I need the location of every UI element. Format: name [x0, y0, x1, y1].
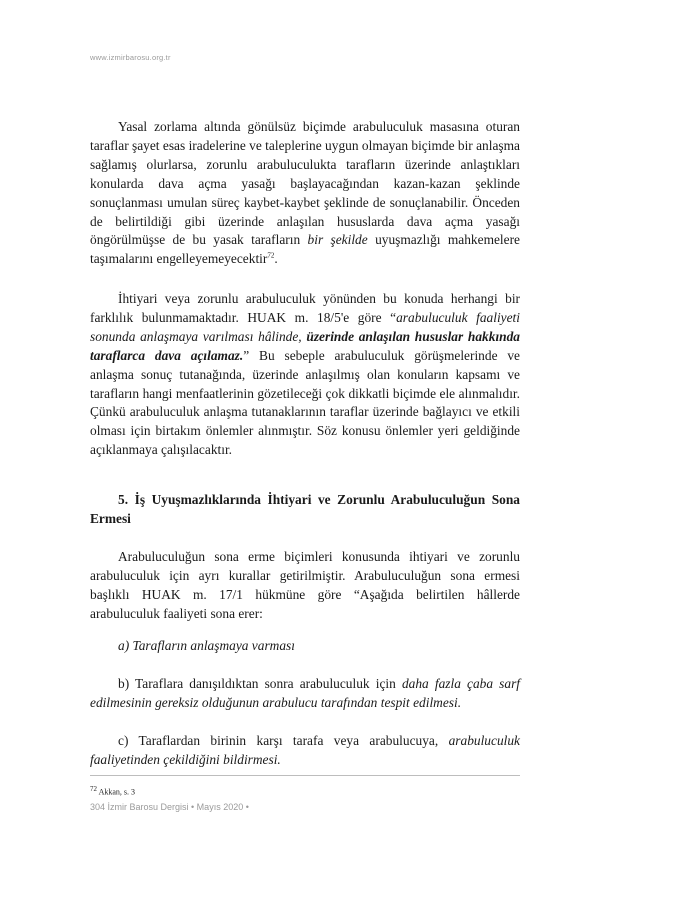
body-text-2: [90, 290, 520, 460]
paragraph-2: [90, 290, 520, 460]
list-item-c-plain: c) Taraflardan birinin karşı tarafa veya arabulucuya,: [118, 733, 449, 748]
running-header: [90, 53, 520, 67]
section-heading: 5. İş Uyuşmazlıklarında İhtiyari ve Zorunlu Arabuluculuğun Sona Ermesi: [90, 492, 520, 526]
list-item-a: [90, 637, 520, 656]
footnote-rule: [90, 775, 520, 776]
paragraph-1-italic: bir şekilde: [307, 232, 368, 248]
paragraph-1: [90, 118, 520, 269]
footnote-text: Akkan, s. 3: [98, 787, 136, 797]
paragraph-2-a: İhtiyari veya zorunlu arabuluculuk yönünden bu konuda herhangi bir farklılık bulunmamaktadır. HUAK m. 18/5'e göre “: [90, 291, 520, 325]
footnote-number: 72: [90, 785, 97, 793]
paragraph-1-tail: uyuşmazlığı mahkemelere taşımalarını engelleyemeyecektir: [90, 232, 521, 267]
body-text: [90, 118, 520, 269]
paragraph-3: Arabuluculuğun sona erme biçimleri konusunda ihtiyari ve zorunlu arabuluculuk için ayrı kurallar getirilmiştir. Arabuluculuğun sona ermesi başlıklı HUAK m. 17/1 hükmüne göre “Aşağıda belirtilen hâllerde arabuluculuk faaliyeti sona erer:: [90, 549, 520, 621]
list-item-a-block: [90, 637, 520, 656]
paragraph-1-end: .: [274, 251, 278, 267]
paragraph-2-italic: arabuluculuk faaliyeti sonunda anlaşmaya varılması hâlinde,: [90, 309, 520, 344]
paragraph-2-d: ” Bu sebeple arabuluculuk görüşmelerinde ve anlaşma sonuç tutanağında, üzerinde anlaşılmış olan konuların kapsamı ve tarafların hangi menfaatlerinin gözetileceği çok dikkatli biçimde ele alınmalıdır. Çünkü arabuluculuk anlaşma tutanaklarının taraflar üzerinde bağlayıcı ve etkili olması için birtakım önlemler alınmıştır. Söz konusu önlemler yeri geldiğinde açıklanmaya çalışılacaktır.: [90, 347, 521, 458]
paragraph-2-bold-italic: üzerinde anlaşılan hususlar hakkında taraflarca dava açılamaz.: [90, 328, 520, 363]
header-url: www.izmirbarosu.org.tr: [90, 53, 174, 62]
body-text-3: [90, 548, 520, 624]
running-footer: [90, 802, 520, 816]
list-item-b-italic: daha fazla çaba sarf edilmesinin gereksiz olduğunun arabulucu tarafından tespit edilmesi.: [90, 676, 520, 710]
footer-text: 304 İzmir Barosu Dergisi • Mayıs 2020 •: [90, 802, 252, 812]
list-item-a-text: a) Tarafların anlaşmaya varması: [118, 638, 295, 653]
list-item-b: [90, 675, 520, 713]
section-heading-block: [90, 491, 520, 529]
list-item-c-italic: arabuluculuk faaliyetinden çekildiğini bildirmesi.: [90, 733, 520, 767]
list-item-c-block: [90, 732, 520, 770]
list-item-b-block: [90, 675, 520, 713]
footnote-ref: 72: [267, 251, 275, 260]
list-item-b-plain: b) Taraflara danışıldıktan sonra arabuluculuk için: [118, 676, 402, 691]
list-item-c: [90, 732, 520, 770]
footnote: [90, 785, 135, 797]
paragraph-1-text: Yasal zorlama altında gönülsüz biçimde arabuluculuk masasına oturan taraflar şayet esas iradelerine ve taleplerine uygun olmayan biçimde bir anlaşma sağlamış olurlarsa, zorunlu arabuluculukta tarafların üzerinde anlaştıkları konularda dava açma yasağı başlayacağından kazan-kazan şeklinde sonuçlanması umulan süreç kaybet-kaybet şeklinde de sonuçlanabilir. Önceden de belirtildiği gibi üzerinde anlaşılan hususlarda dava açma yasağı öngörülmüşse de bu yasak tarafların: [90, 119, 520, 248]
